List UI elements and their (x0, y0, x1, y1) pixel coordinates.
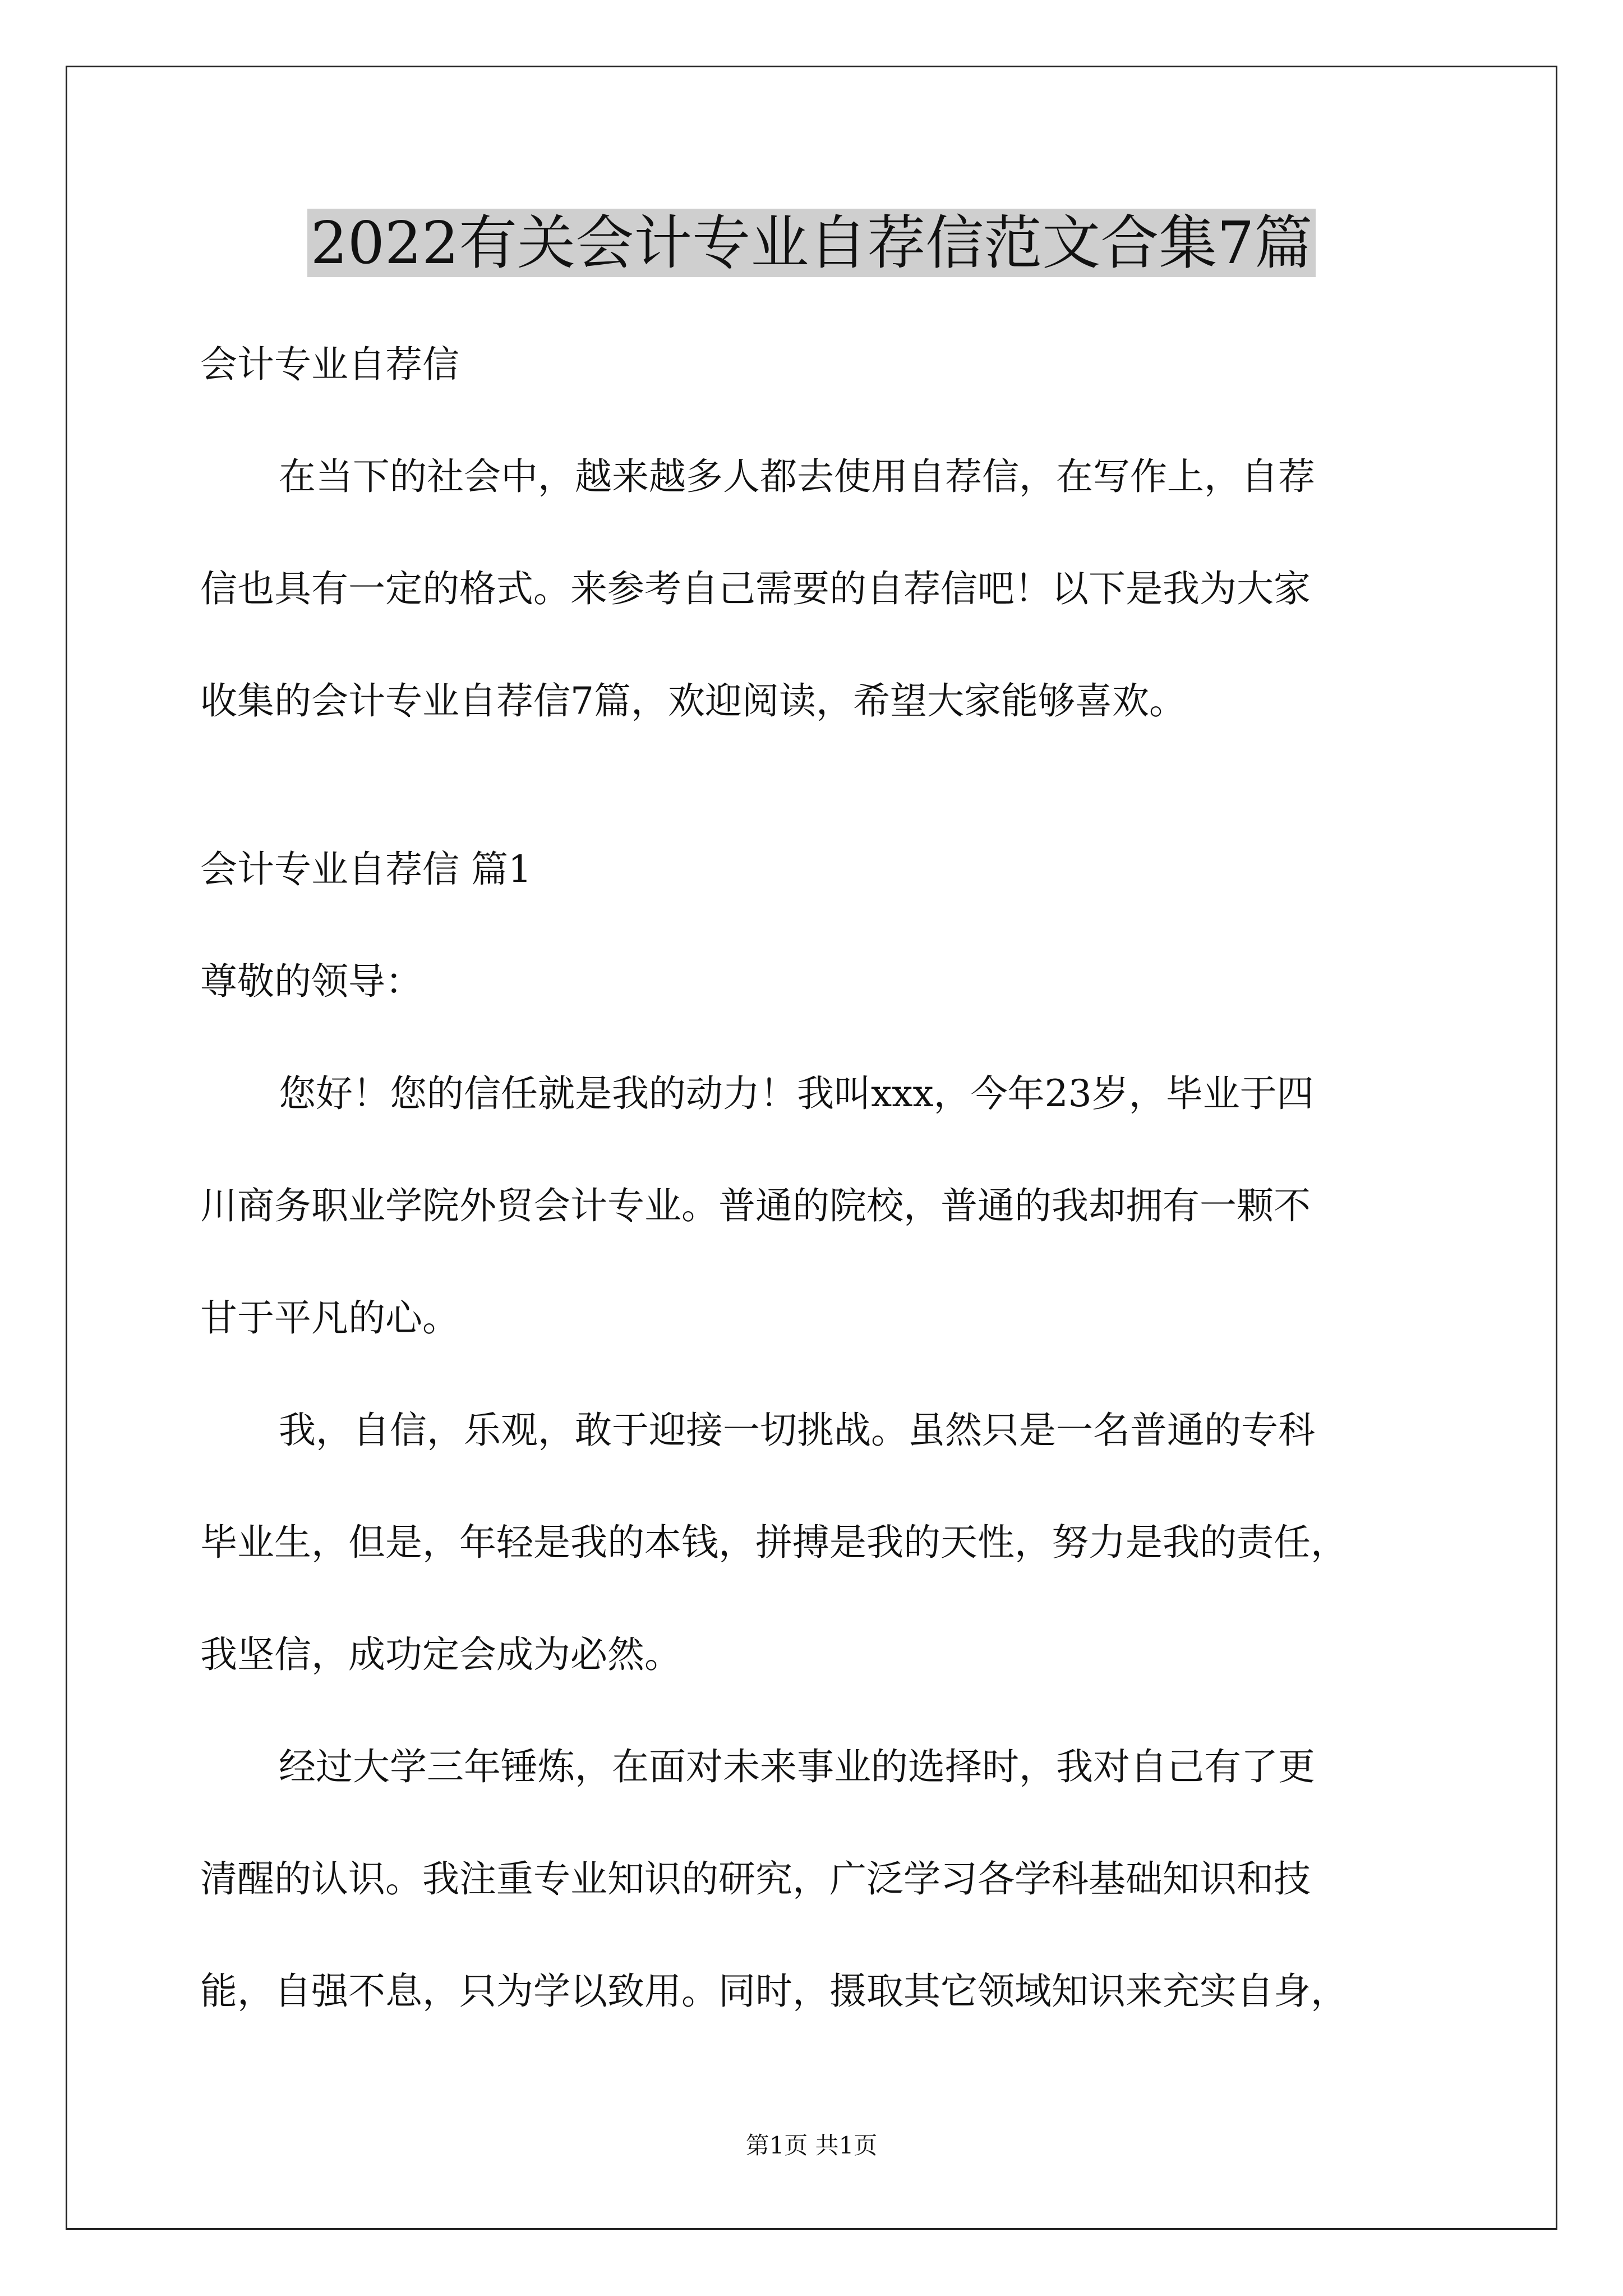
paragraph-line: 川商务职业学院外贸会计专业。普通的院校，普通的我却拥有一颗不 (200, 1184, 1311, 1227)
section-heading: 会计专业自荐信 (200, 343, 459, 386)
paragraph-line: 能，自强不息，只为学以致用。同时，摄取其它领域知识来充实自身， (200, 1970, 1348, 2013)
paragraph-line: 清醒的认识。我注重专业知识的研究，广泛学习各学科基础知识和技 (200, 1857, 1311, 1901)
paragraph-line: 经过大学三年锤炼，在面对未来事业的选择时，我对自己有了更 (279, 1745, 1315, 1788)
paragraph-line: 毕业生，但是，年轻是我的本钱，拼搏是我的天性，努力是我的责任， (200, 1521, 1348, 1564)
intro-line: 收集的会计专业自荐信7篇，欢迎阅读，希望大家能够喜欢。 (200, 679, 1186, 723)
document-title (0, 201, 1623, 285)
salutation: 尊敬的领导： (200, 960, 422, 1003)
article-heading: 会计专业自荐信 篇1 (200, 848, 532, 891)
paragraph-line: 您好！您的信任就是我的动力！我叫xxx，今年23岁，毕业于四 (279, 1072, 1314, 1115)
spacer (200, 757, 1434, 813)
paragraph-line: 我坚信，成功定会成为必然。 (200, 1633, 681, 1676)
intro-line: 在当下的社会中，越来越多人都去使用自荐信，在写作上，自荐 (279, 455, 1315, 498)
page-footer: 第1页 共1页 (745, 2132, 878, 2159)
document-body (200, 309, 1434, 2047)
intro-line: 信也具有一定的格式。来参考自己需要的自荐信吧！以下是我为大家 (200, 567, 1311, 610)
document-title-text: 2022有关会计专业自荐信范文合集7篇 (307, 209, 1316, 277)
paragraph-line: 甘于平凡的心。 (200, 1296, 459, 1340)
paragraph-line: 我，自信，乐观，敢于迎接一切挑战。虽然只是一名普通的专科 (279, 1409, 1315, 1452)
